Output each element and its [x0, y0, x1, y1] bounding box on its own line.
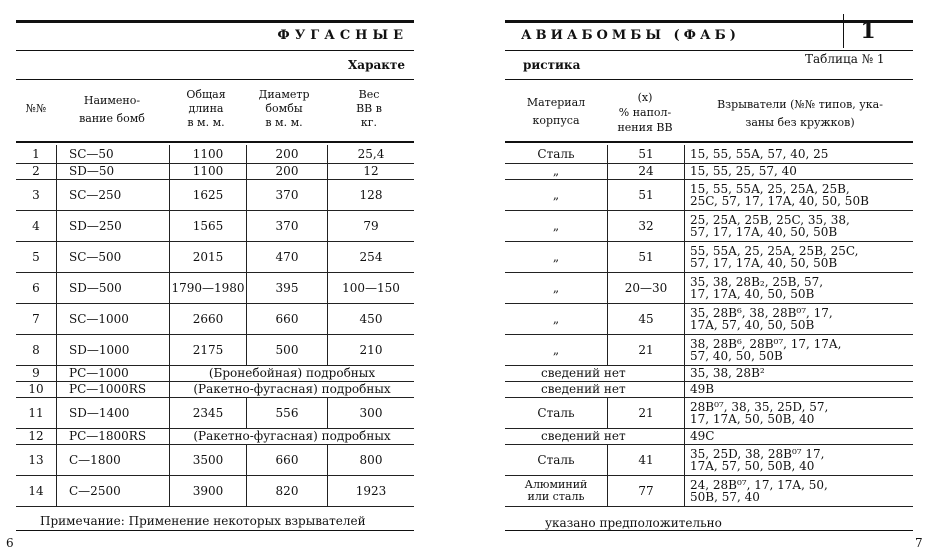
table-row — [505, 397, 913, 428]
right-page — [465, 0, 930, 554]
cell-num: 12 — [16, 428, 57, 444]
cell-length: 2015 — [170, 241, 247, 272]
table-row — [16, 428, 414, 444]
cell-merged-note: (Бронебойная) подробных — [170, 365, 415, 381]
cell-weight: 300 — [328, 397, 415, 428]
table-row — [16, 210, 414, 241]
page-number: 6 — [6, 536, 14, 550]
cell-fuzes: 15, 55, 55A, 25, 25A, 25B, 25C, 57, 17, 17A, 40, 50, 50B — [685, 179, 914, 210]
rule — [16, 50, 414, 51]
table-row — [505, 444, 913, 475]
table-row — [16, 241, 414, 272]
cell-num: 13 — [16, 444, 57, 475]
cell-fuzes: 24, 28B⁰⁷, 17, 17A, 50, 50B, 57, 40 — [685, 475, 914, 506]
table-row — [16, 303, 414, 334]
cell-percent: 21 — [608, 334, 685, 365]
table-row — [16, 365, 414, 381]
cell-length: 1100 — [170, 145, 247, 163]
bomb-spec-table — [16, 145, 414, 507]
cell-fuzes: 49C — [685, 428, 914, 444]
table-row — [16, 145, 414, 163]
cell-name: SD—500 — [57, 272, 170, 303]
cell-fuzes: 28B⁰⁷, 38, 35, 25D, 57, 17, 17A, 50, 50B, 40 — [685, 397, 914, 428]
cell-diameter: 395 — [247, 272, 328, 303]
cell-fuzes: 15, 55, 55A, 57, 40, 25 — [685, 145, 914, 163]
cell-num: 10 — [16, 381, 57, 397]
table-row — [16, 475, 414, 506]
cell-fuzes: 55, 55A, 25, 25A, 25B, 25C, 57, 17, 17A, 40, 50, 50B — [685, 241, 914, 272]
cell-name: SC—500 — [57, 241, 170, 272]
cell-name: SD—1000 — [57, 334, 170, 365]
table-row — [505, 179, 913, 210]
table-label: Таблица № 1 — [805, 52, 885, 66]
cell-num: 4 — [16, 210, 57, 241]
cell-fuzes: 49B — [685, 381, 914, 397]
page-number: 7 — [915, 536, 923, 550]
table-row — [505, 163, 913, 179]
cell-name: C—1800 — [57, 444, 170, 475]
cell-material: „ — [505, 303, 608, 334]
cell-name: SC—250 — [57, 179, 170, 210]
cell-material: Алюминий или сталь — [505, 475, 608, 506]
table-row — [16, 397, 414, 428]
header-rule — [505, 141, 913, 143]
cell-material: „ — [505, 272, 608, 303]
table-row — [16, 179, 414, 210]
cell-percent: 51 — [608, 241, 685, 272]
cell-name: SC—50 — [57, 145, 170, 163]
cell-diameter: 370 — [247, 179, 328, 210]
cell-percent: 77 — [608, 475, 685, 506]
table-number-box: 1 — [843, 14, 892, 48]
cell-length: 1100 — [170, 163, 247, 179]
cell-fuzes: 15, 55, 25, 57, 40 — [685, 163, 914, 179]
cell-material: „ — [505, 241, 608, 272]
bottom-rule — [505, 530, 913, 531]
cell-weight: 12 — [328, 163, 415, 179]
header-weight: Вес ВВ в кг. — [356, 88, 382, 129]
cell-fuzes: 35, 38, 28B₂, 25B, 57, 17, 17A, 40, 50, 50B — [685, 272, 914, 303]
cell-diameter: 200 — [247, 163, 328, 179]
bottom-rule — [16, 530, 414, 531]
cell-diameter: 820 — [247, 475, 328, 506]
cell-name: SD—1400 — [57, 397, 170, 428]
cell-num: 8 — [16, 334, 57, 365]
cell-percent: 51 — [608, 179, 685, 210]
cell-name: SC—1000 — [57, 303, 170, 334]
cell-fuzes: 35, 38, 28B² — [685, 365, 914, 381]
cell-diameter: 200 — [247, 145, 328, 163]
cell-material: Сталь — [505, 397, 608, 428]
cell-percent: 32 — [608, 210, 685, 241]
cell-diameter: 500 — [247, 334, 328, 365]
cell-diameter: 370 — [247, 210, 328, 241]
rule — [16, 79, 414, 80]
table-row — [505, 272, 913, 303]
cell-length: 1565 — [170, 210, 247, 241]
table-row — [505, 428, 913, 444]
cell-percent: 21 — [608, 397, 685, 428]
cell-material: „ — [505, 210, 608, 241]
cell-fuzes: 25, 25A, 25B, 25C, 35, 38, 57, 17, 17A, 40, 50, 50B — [685, 210, 914, 241]
cell-weight: 1923 — [328, 475, 415, 506]
page-subtitle: ристика — [523, 58, 581, 72]
cell-merged-note: (Ракетно-фугасная) подробных — [170, 428, 415, 444]
cell-material: Сталь — [505, 145, 608, 163]
cell-fuzes: 35, 28B⁶, 38, 28B⁰⁷, 17, 17A, 57, 40, 50, 50B — [685, 303, 914, 334]
cell-num: 6 — [16, 272, 57, 303]
cell-length: 1790—1980 — [170, 272, 247, 303]
header-percent: (x) % напол- нения ВВ — [617, 91, 673, 134]
cell-percent: 24 — [608, 163, 685, 179]
header-diameter: Диаметр бомбы в м. м. — [258, 88, 310, 129]
cell-diameter: 556 — [247, 397, 328, 428]
cell-weight: 100—150 — [328, 272, 415, 303]
cell-diameter: 660 — [247, 303, 328, 334]
header-fuzes: Взрыватели (№№ типов, ука- заны без кружков) — [717, 98, 883, 129]
cell-percent: 45 — [608, 303, 685, 334]
cell-num: 11 — [16, 397, 57, 428]
cell-weight: 79 — [328, 210, 415, 241]
cell-name: SD—250 — [57, 210, 170, 241]
cell-weight: 210 — [328, 334, 415, 365]
footnote: указано предположительно — [545, 516, 722, 530]
header-name: Наимено- вание бомб — [79, 94, 145, 125]
cell-fuzes: 38, 28B⁶, 28B⁰⁷, 17, 17A, 57, 40, 50, 50B — [685, 334, 914, 365]
cell-weight: 800 — [328, 444, 415, 475]
table-row — [505, 210, 913, 241]
cell-name: PC—1000 — [57, 365, 170, 381]
cell-num: 9 — [16, 365, 57, 381]
table-row — [16, 444, 414, 475]
cell-num: 7 — [16, 303, 57, 334]
cell-merged-note: (Ракетно-фугасная) подробных — [170, 381, 415, 397]
cell-num: 2 — [16, 163, 57, 179]
table-row — [16, 163, 414, 179]
table-row — [505, 475, 913, 506]
cell-name: C—2500 — [57, 475, 170, 506]
cell-name: PC—1000RS — [57, 381, 170, 397]
cell-no-data: сведений нет — [505, 365, 685, 381]
cell-length: 1625 — [170, 179, 247, 210]
cell-length: 3500 — [170, 444, 247, 475]
page-subtitle: Характе — [348, 58, 405, 72]
cell-length: 2660 — [170, 303, 247, 334]
cell-length: 2345 — [170, 397, 247, 428]
cell-no-data: сведений нет — [505, 381, 685, 397]
header-num: №№ — [25, 102, 47, 115]
page-title: АВИАБОМБЫ (ФАБ) — [521, 28, 740, 43]
cell-num: 14 — [16, 475, 57, 506]
cell-weight: 254 — [328, 241, 415, 272]
cell-material: „ — [505, 163, 608, 179]
cell-percent: 41 — [608, 444, 685, 475]
cell-diameter: 470 — [247, 241, 328, 272]
header-rule — [16, 141, 414, 143]
cell-material: „ — [505, 179, 608, 210]
cell-num: 1 — [16, 145, 57, 163]
cell-no-data: сведений нет — [505, 428, 685, 444]
top-rule — [16, 20, 414, 23]
footnote: Примечание: Применение некоторых взрывателей — [40, 514, 366, 528]
table-row — [505, 334, 913, 365]
cell-weight: 450 — [328, 303, 415, 334]
cell-length: 3900 — [170, 475, 247, 506]
table-row — [16, 334, 414, 365]
cell-name: PC—1800RS — [57, 428, 170, 444]
cell-length: 2175 — [170, 334, 247, 365]
cell-percent: 51 — [608, 145, 685, 163]
cell-diameter: 660 — [247, 444, 328, 475]
page-title: ФУГАСНЫЕ — [277, 28, 408, 43]
rule — [505, 50, 913, 51]
table-row — [505, 303, 913, 334]
cell-weight: 25,4 — [328, 145, 415, 163]
table-row — [16, 272, 414, 303]
cell-num: 3 — [16, 179, 57, 210]
cell-material: Сталь — [505, 444, 608, 475]
table-row — [16, 381, 414, 397]
fuze-table — [505, 145, 913, 507]
table-row — [505, 145, 913, 163]
table-row — [505, 365, 913, 381]
cell-weight: 128 — [328, 179, 415, 210]
cell-material: „ — [505, 334, 608, 365]
cell-fuzes: 35, 25D, 38, 28B⁰⁷ 17, 17A, 57, 50, 50B, 40 — [685, 444, 914, 475]
cell-percent: 20—30 — [608, 272, 685, 303]
cell-name: SD—50 — [57, 163, 170, 179]
table-row — [505, 241, 913, 272]
header-length: Общая длина в м. м. — [186, 88, 226, 129]
header-material: Материал корпуса — [526, 96, 586, 127]
cell-num: 5 — [16, 241, 57, 272]
rule — [505, 79, 913, 80]
table-row — [505, 381, 913, 397]
